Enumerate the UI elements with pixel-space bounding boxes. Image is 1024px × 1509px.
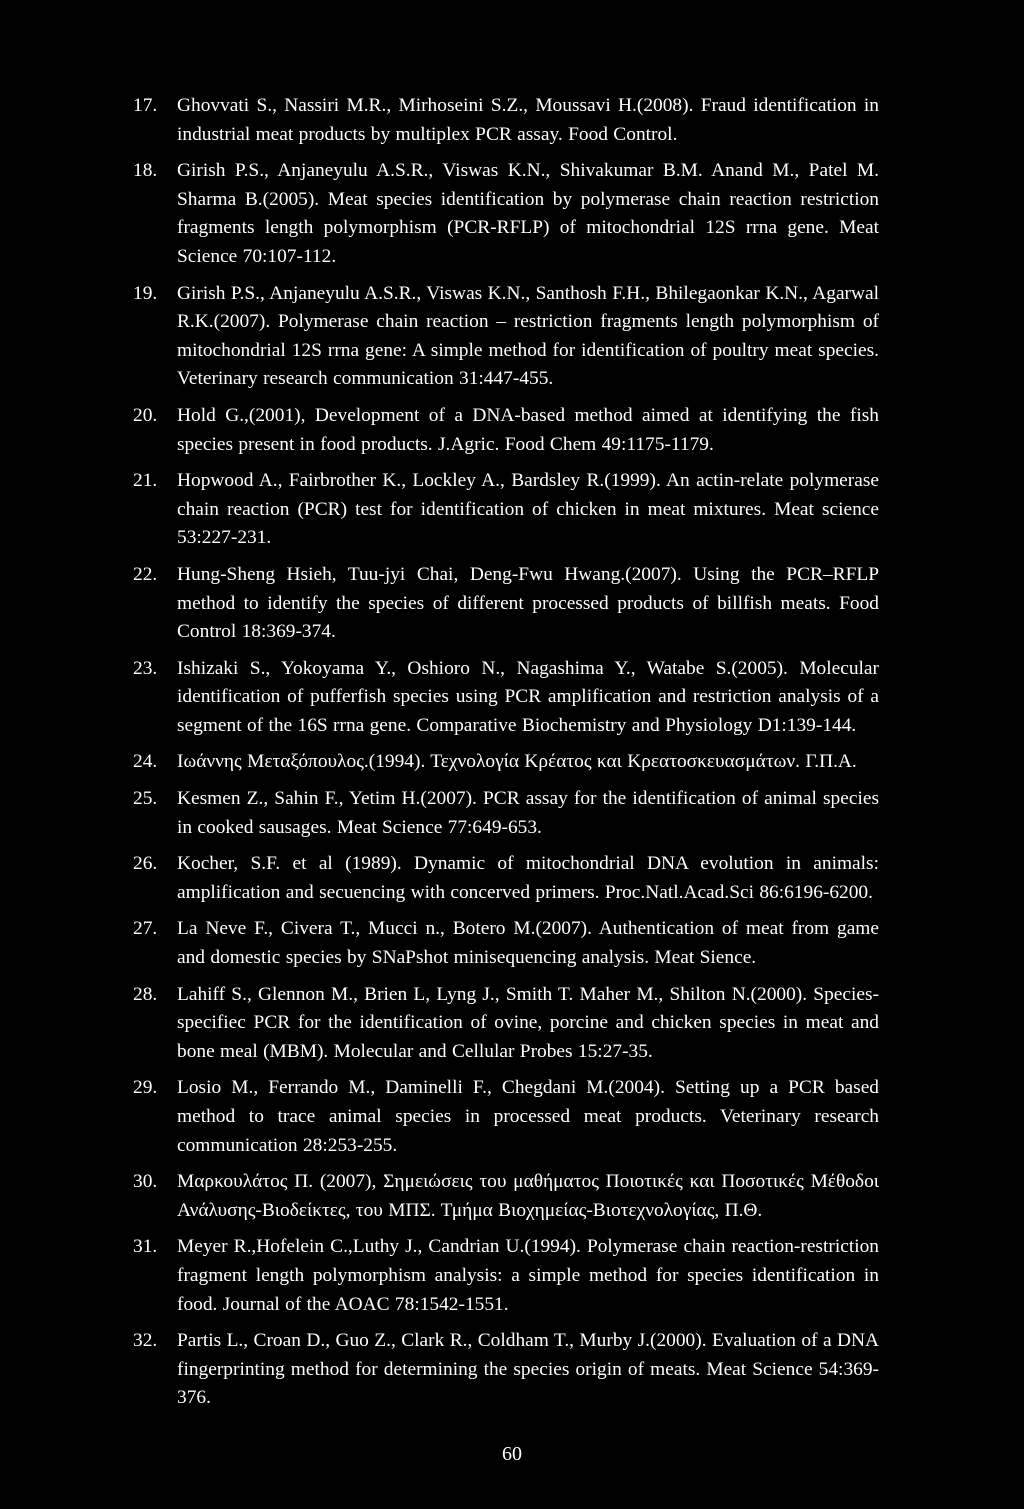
reference-text: Kocher, S.F. et al (1989). Dynamic of mitochondrial DNA evolution in animals: amplification and secuencing with concerved primers. Proc.Natl.Acad.Sci 86:6196-6200. (177, 853, 879, 903)
reference-text: Losio M., Ferrando M., Daminelli F., Chegdani M.(2004). Setting up a PCR based method to trace animal species in processed meat products. Veterinary research communication 28:253-255. (177, 1077, 879, 1156)
reference-number: 27. (133, 918, 158, 940)
page-number: 60 (502, 1443, 522, 1465)
reference-item (133, 850, 879, 907)
reference-text: Lahiff S., Glennon M., Brien L, Lyng J., Smith T. Maher M., Shilton N.(2000). Species-specifiec PCR for the identification of ovine, porcine and chicken species in meat and bone meal (MBM). Molecular and Cellular Probes 15:27-35. (177, 983, 879, 1062)
reference-item (133, 92, 879, 149)
reference-number: 29. (133, 1077, 158, 1099)
reference-text: Hold G.,(2001), Development of a DNA-based method aimed at identifying the fish species present in food products. J.Agric. Food Chem 49:1175-1179. (177, 404, 879, 455)
reference-text: Partis L., Croan D., Guo Z., Clark R., Coldham T., Murby J.(2000). Evaluation of a DNA fingerprinting method for determining the species origin of meats. Meat Science 54:369-376. (177, 1330, 879, 1409)
reference-item (133, 1074, 879, 1160)
reference-item (133, 981, 879, 1067)
reference-item (133, 280, 879, 394)
reference-item (133, 1233, 879, 1319)
reference-item (133, 655, 879, 741)
reference-number: 32. (133, 1330, 158, 1352)
reference-text: Ιωάννης Μεταξόπουλος.(1994). Τεχνολογία Κρέατος και Κρεατοσκευασμάτων. Γ.Π.Α. (177, 751, 857, 773)
reference-text: Hung-Sheng Hsieh, Tuu-jyi Chai, Deng-Fwu Hwang.(2007). Using the PCR–RFLP method to identify the species of different processed products of billfish meats. Food Control 18:369-374. (177, 563, 879, 643)
reference-text: Μαρκουλάτος Π. (2007), Σημειώσεις του μαθήματος Ποιοτικές και Ποσοτικές Μέθοδοι Ανάλυσης-Βιοδείκτες, του ΜΠΣ. Τμήμα Βιοχημείας-Βιοτεχνολογίας, Π.Θ. (177, 1171, 879, 1221)
reference-item (133, 402, 879, 459)
reference-item (133, 1327, 879, 1413)
reference-item (133, 785, 879, 842)
reference-number: 28. (133, 983, 158, 1005)
reference-number: 23. (133, 657, 158, 679)
reference-number: 17. (133, 95, 158, 116)
reference-number: 20. (133, 404, 158, 426)
reference-item (133, 157, 879, 271)
reference-text: Girish P.S., Anjaneyulu A.S.R., Viswas K.N., Shivakumar B.M. Anand M., Patel M. Sharma B.(2005). Meat species identification by polymerase chain reaction restriction fragments length polymorphism (PCR-RFLP) of mitochondrial 12S rrna gene. Meat Science 70:107-112. (177, 160, 879, 267)
reference-item (133, 748, 879, 777)
reference-text: Hopwood A., Fairbrother K., Lockley A., Bardsley R.(1999). An actin-relate polymerase chain reaction (PCR) test for identification of chicken in meat mixtures. Meat science 53:227-231. (177, 470, 879, 549)
reference-item (133, 561, 879, 647)
reference-number: 24. (133, 751, 158, 773)
reference-text: Ishizaki S., Yokoyama Y., Oshioro N., Nagashima Y., Watabe S.(2005). Molecular identification of pufferfish species using PCR amplification and restriction analysis of a segment of the 16S rrna gene. Comparative Biochemistry and Physiology D1:139-144. (177, 657, 879, 736)
reference-text: Meyer R.,Hofelein C.,Luthy J., Candrian U.(1994). Polymerase chain reaction-restriction fragment length polymorphism analysis: a simple method for species identification in food. Journal of the AOAC 78:1542-1551. (177, 1236, 879, 1315)
reference-text: Ghovvati S., Nassiri M.R., Mirhoseini S.Z., Moussavi H.(2008). Fraud identification in industrial meat products by multiplex PCR assay. Food Control. (177, 95, 879, 145)
reference-number: 30. (133, 1171, 158, 1193)
reference-item (133, 1168, 879, 1225)
reference-number: 21. (133, 470, 158, 492)
reference-text: Kesmen Z., Sahin F., Yetim H.(2007). PCR assay for the identification of animal species in cooked sausages. Meat Science 77:649-653. (177, 788, 879, 838)
reference-text: La Neve F., Civera T., Mucci n., Botero M.(2007). Authentication of meat from game and domestic species by SNaPshot minisequencing analysis. Meat Sience. (177, 918, 879, 969)
reference-number: 22. (133, 563, 158, 585)
reference-number: 25. (133, 788, 158, 810)
reference-list (133, 92, 879, 1421)
reference-number: 31. (133, 1236, 158, 1258)
reference-number: 19. (133, 282, 158, 304)
reference-item (133, 915, 879, 972)
reference-text: Girish P.S., Anjaneyulu A.S.R., Viswas K.N., Santhosh F.H., Bhilegaonkar K.N., Agarwal R.K.(2007). Polymerase chain reaction – restriction fragments length polymorphism of mitochondrial 12S rrna gene: A simple method for identification of poultry meat species. Veterinary research communication 31:447-455. (177, 282, 879, 390)
reference-number: 18. (133, 160, 158, 182)
reference-item (133, 467, 879, 553)
reference-number: 26. (133, 853, 158, 875)
